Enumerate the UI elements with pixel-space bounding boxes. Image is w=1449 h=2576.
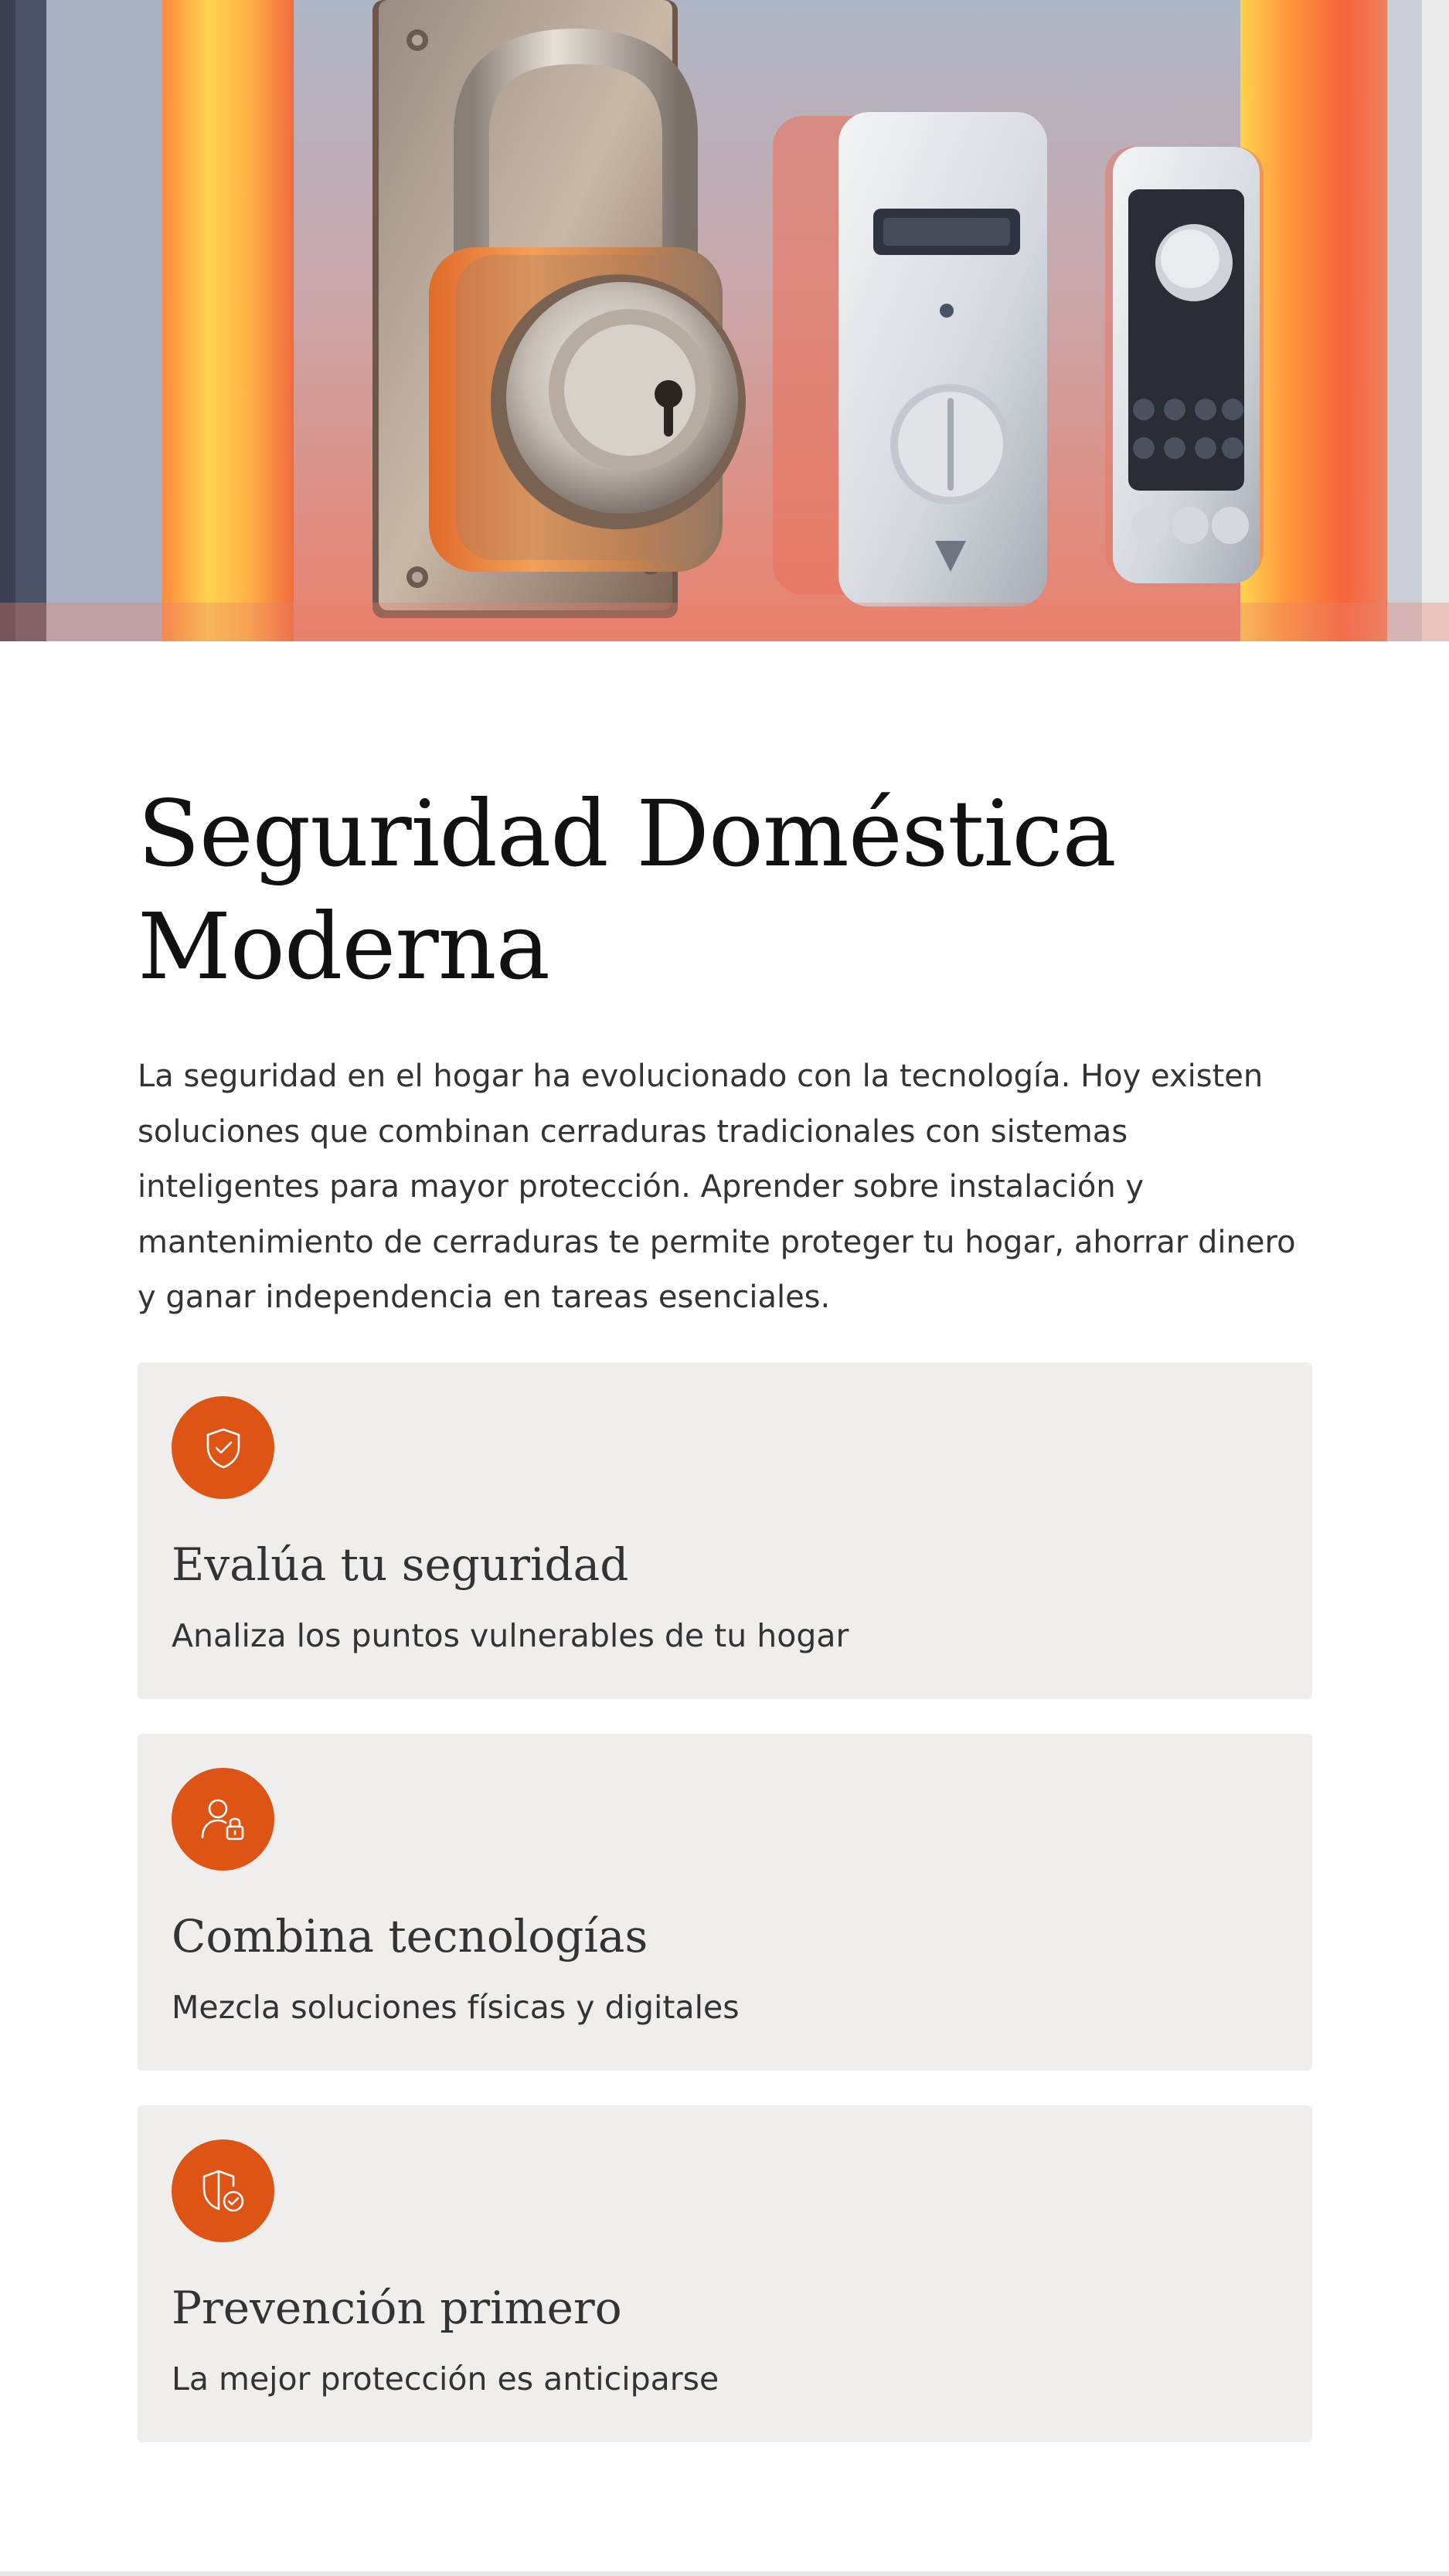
card-text: Mezcla soluciones físicas y digitales: [172, 1989, 740, 2026]
feature-cards: [138, 1362, 1312, 2477]
shield-badge-check-icon: [172, 2139, 274, 2242]
feature-card-evaluate: [138, 1362, 1312, 1699]
user-lock-icon: [172, 1768, 274, 1871]
intro-paragraph: La seguridad en el hogar ha evolucionado con la tecnología. Hoy existen soluciones que combinan cerraduras tradicionales con sistemas inteligentes para mayor protección. Aprender sobre instalación y mantenimiento de cerraduras te permite proteger tu hogar, ahorrar dinero y ganar independencia en tareas esenciales.: [138, 1059, 1296, 1315]
feature-card-combine: [138, 1734, 1312, 2071]
card-text: Analiza los puntos vulnerables de tu hogar: [172, 1617, 849, 1654]
card-text: La mejor protección es anticiparse: [172, 2360, 719, 2398]
card-title: Combina tecnologías: [172, 1910, 648, 1963]
shield-check-icon: [172, 1396, 274, 1499]
footer-divider: [0, 2571, 1449, 2576]
page-title: Seguridad Doméstica Moderna: [138, 780, 1116, 1000]
card-title: Prevención primero: [172, 2282, 622, 2334]
feature-card-prevention: [138, 2105, 1312, 2442]
hero-image: [0, 0, 1449, 641]
card-title: Evalúa tu seguridad: [172, 1538, 629, 1591]
